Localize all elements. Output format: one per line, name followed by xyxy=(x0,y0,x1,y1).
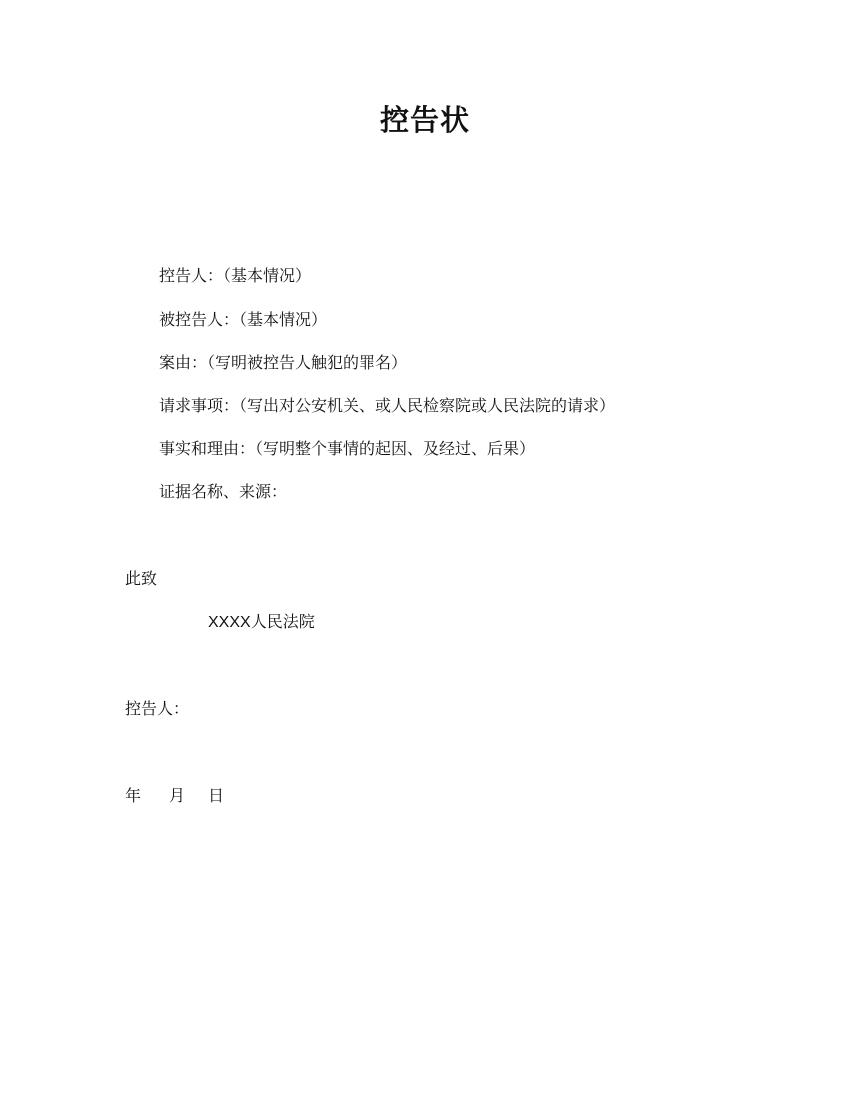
document-title: 控告状 xyxy=(379,103,470,137)
date-month: 月 xyxy=(169,786,186,805)
addressee-suffix: 人民法院 xyxy=(250,612,315,631)
addressee xyxy=(208,611,315,634)
facts-field: 事实和理由：（写明整个事情的起因、及经过、后果） xyxy=(159,439,536,458)
complainant-field: 控告人：（基本情况） xyxy=(159,266,312,285)
salutation: 此致 xyxy=(125,569,158,588)
signature-label: 控告人： xyxy=(125,699,190,718)
addressee-prefix: XXXX xyxy=(208,614,251,631)
request-field: 请求事项：（写出对公安机关、或人民检察院或人民法院的请求） xyxy=(159,396,616,415)
date-day: 日 xyxy=(208,786,225,805)
evidence-field: 证据名称、来源： xyxy=(159,482,288,501)
cause-field: 案由：（写明被控告人触犯的罪名） xyxy=(159,353,408,372)
date-line xyxy=(125,785,224,807)
date-year: 年 xyxy=(125,786,142,805)
defendant-field: 被控告人：（基本情况） xyxy=(159,310,328,329)
